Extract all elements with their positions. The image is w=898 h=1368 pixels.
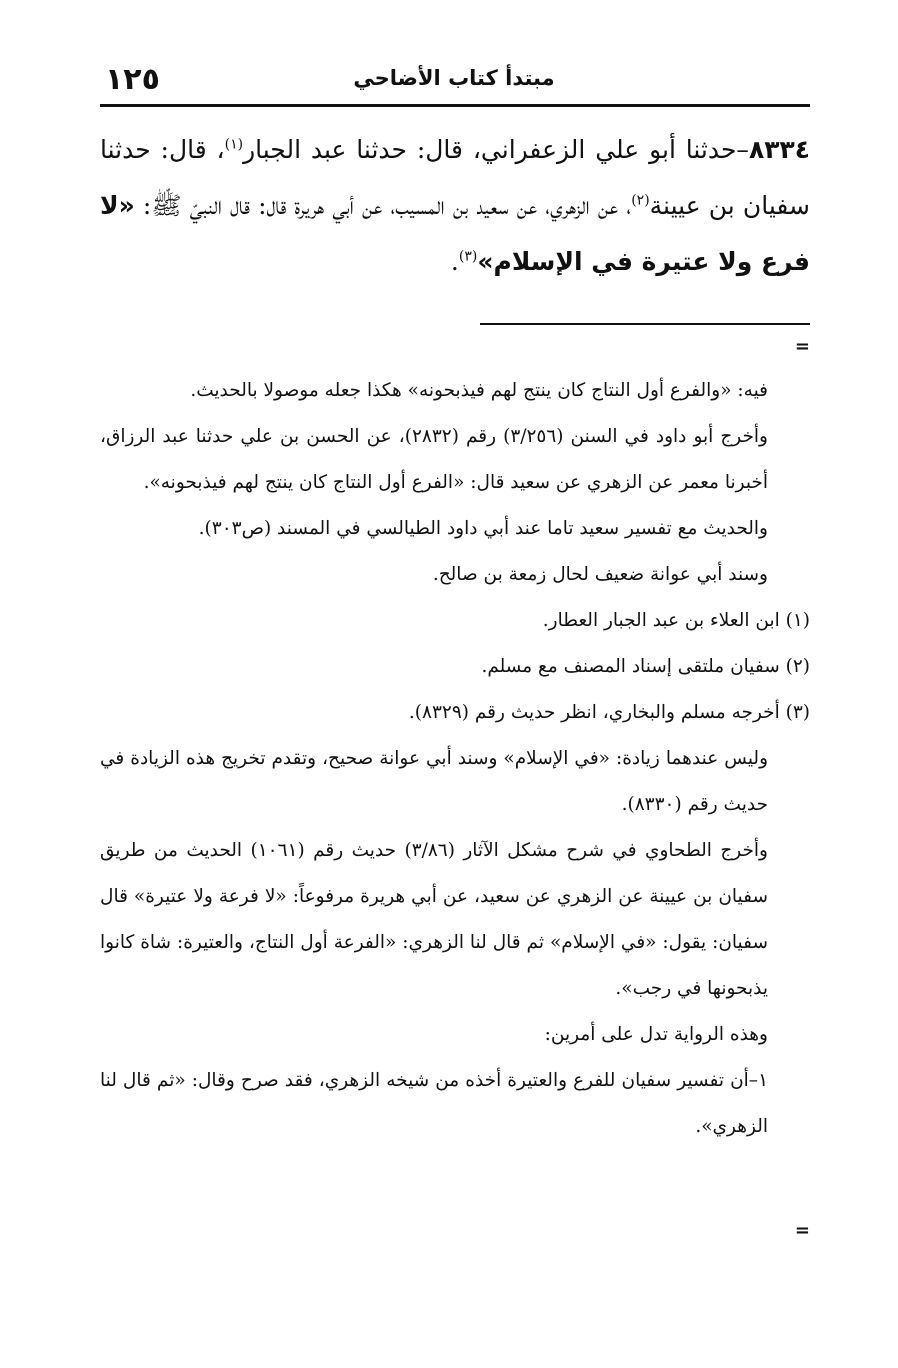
footnote-3-paragraph: وهذه الرواية تدل على أمرين:: [544, 1024, 768, 1045]
continued-mark-top: =: [794, 336, 810, 357]
hadith-number: ٨٣٣٤: [748, 135, 810, 164]
footnote-number: (١): [785, 610, 810, 631]
page-number: ١٢٥: [105, 62, 160, 97]
footnote-ref-1[interactable]: (١): [224, 136, 244, 153]
footnote-3-paragraph: وليس عندهما زيادة: «في الإسلام» وسند أبي عوانة صحيح، وتقدم تخريج هذه الزيادة في حديث رقم (٨٣٣٠).: [100, 748, 768, 815]
header-rule: [100, 104, 810, 107]
footnotes: [100, 368, 810, 1150]
footnote-1: [100, 598, 810, 644]
hadith-text-part-3: ، عن الزهري، عن سعيد بن المسيب، عن أبي هريرة قال: قال النبيّ ﷺ:: [134, 191, 632, 220]
footnote-text: أخرجه مسلم والبخاري، انظر حديث رقم (٨٣٢٩).: [408, 702, 780, 723]
footnote-2: [100, 644, 810, 690]
footnote-separator: [480, 323, 810, 325]
hadith-text-part-2: ، قال: حدثنا سفيان بن عيينة: [100, 135, 811, 220]
continuation-paragraph: والحديث مع تفسير سعيد تاما عند أبي داود الطيالسي في المسند (ص٣٠٣).: [198, 518, 768, 539]
footnote-3-paragraph: ١–أن تفسير سفيان للفرع والعتيرة أخذه من شيخه الزهري، فقد صرح وقال: «ثم قال لنا الزهري».: [100, 1070, 768, 1137]
page-header: [105, 62, 803, 102]
footnote-text: سفيان ملتقى إسناد المصنف مع مسلم.: [481, 656, 780, 677]
hadith-text-part-1: –حدثنا أبو علي الزعفراني، قال: حدثنا عبد الجبار: [243, 135, 749, 164]
hadith-text: [100, 122, 810, 290]
continued-mark-bottom: =: [794, 1220, 810, 1241]
running-title: مبتدأ كتاب الأضاحي: [353, 66, 555, 90]
footnote-number: (٢): [785, 656, 810, 677]
hadith-text-end: .: [450, 247, 459, 276]
footnote-number: (٣): [785, 702, 810, 723]
footnote-ref-3[interactable]: (٣): [458, 248, 478, 265]
continuation-paragraph: وأخرج أبو داود في السنن (٣/٢٥٦) رقم (٢٨٣٢)، عن الحسن بن علي حدثنا عبد الرزاق، أخبرنا معمر عن الزهري عن سعيد قال: «الفرع أول النتاج كان ينتج لهم فيذبحونه».: [100, 426, 768, 493]
continuation-paragraph: وسند أبي عوانة ضعيف لحال زمعة بن صالح.: [432, 564, 768, 585]
continuation-paragraph: فيه: «والفرع أول النتاج كان ينتج لهم فيذبحونه» هكذا جعله موصولا بالحديث.: [190, 380, 768, 401]
footnote-3: [100, 690, 810, 736]
footnote-ref-2[interactable]: (٢): [631, 192, 650, 209]
footnote-text: ابن العلاء بن عبد الجبار العطار.: [542, 610, 780, 631]
footnote-3-paragraph: وأخرج الطحاوي في شرح مشكل الآثار (٣/٨٦) حديث رقم (١٠٦١) الحديث من طريق سفيان بن عيينة عن الزهري عن سعيد، عن أبي هريرة مرفوعاً: «لا فرعة ولا عتيرة» قال سفيان: يقول: «في الإسلام» ثم قال لنا الزهري: «الفرعة أول النتاج، والعتيرة: شاة كانوا يذبحونها في رجب».: [100, 840, 768, 999]
prophetic-saying: «لا فرع ولا عتيرة في الإسلام»: [100, 191, 810, 276]
